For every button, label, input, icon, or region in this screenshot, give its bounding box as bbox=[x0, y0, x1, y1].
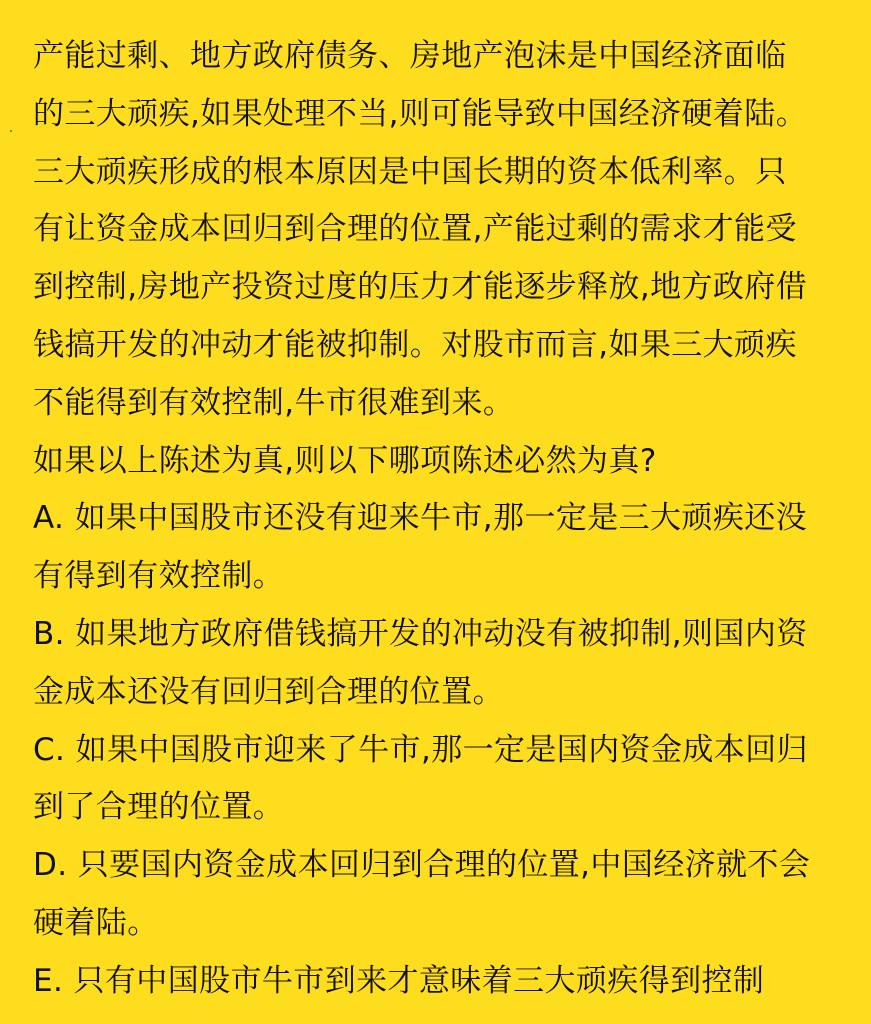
passage-line: 的三大顽疾,如果处理不当,则可能导致中国经济硬着陆。 bbox=[33, 95, 808, 132]
question-line: 如果以上陈述为真,则以下哪项陈述必然为真? bbox=[33, 442, 657, 479]
option-e-line: E. 只有中国股市牛市到来才意味着三大顽疾得到控制 bbox=[33, 962, 765, 999]
passage-line: 钱搞开发的冲动才能被抑制。对股市而言,如果三大顽疾 bbox=[33, 326, 797, 363]
option-a-line: A. 如果中国股市还没有迎来牛市,那一定是三大顽疾还没 bbox=[33, 500, 808, 537]
passage-line: 不能得到有效控制,牛市很难到来。 bbox=[33, 384, 515, 421]
option-c-line: C. 如果中国股市迎来了牛市,那一定是国内资金成本回归 bbox=[33, 731, 809, 768]
speck-mark bbox=[10, 130, 12, 132]
question-text bbox=[33, 28, 853, 1011]
passage-line: 三大顽疾形成的根本原因是中国长期的资本低利率。只 bbox=[33, 153, 787, 190]
option-d-line: D. 只要国内资金成本回归到合理的位置,中国经济就不会 bbox=[33, 847, 811, 884]
passage-line: 到控制,房地产投资过度的压力才能逐步释放,地方政府借 bbox=[33, 269, 808, 306]
option-b-line: 金成本还没有回归到合理的位置。 bbox=[33, 673, 504, 710]
option-d-line: 硬着陆。 bbox=[33, 904, 159, 941]
option-a-line: 有得到有效控制。 bbox=[33, 558, 285, 595]
passage-line: 产能过剩、地方政府债务、房地产泡沫是中国经济面临 bbox=[33, 38, 787, 74]
passage-line: 有让资金成本回归到合理的位置,产能过剩的需求才能受 bbox=[33, 211, 797, 248]
option-c-line: 到了合理的位置。 bbox=[33, 789, 285, 826]
option-b-line: B. 如果地方政府借钱搞开发的冲动没有被抑制,则国内资 bbox=[33, 615, 808, 652]
